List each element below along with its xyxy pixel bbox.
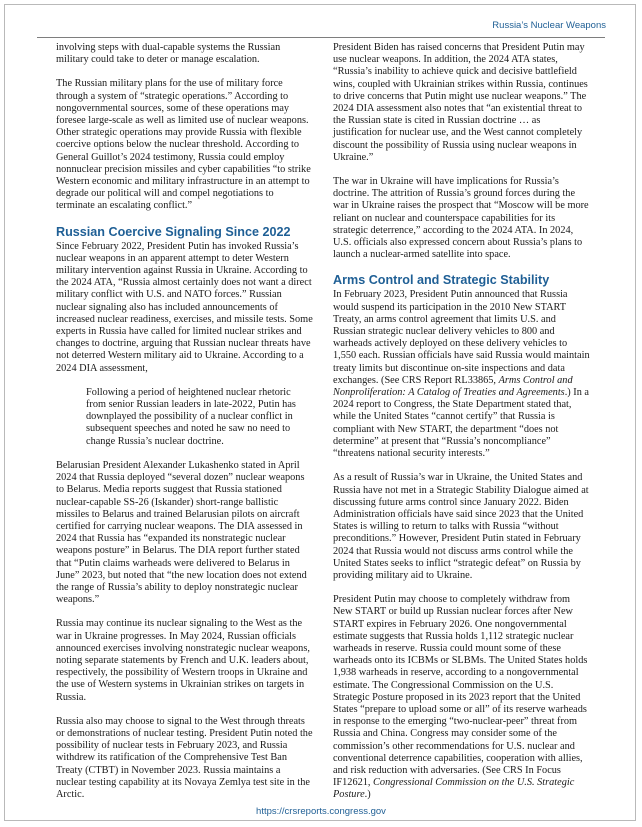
right-paragraph-5-text-b: .)	[364, 789, 371, 801]
header-divider	[37, 37, 605, 38]
crs-infocus-title-link[interactable]: Congressional Commission on the U.S. Strategic Posture	[333, 777, 575, 801]
left-paragraph-6: Russia also may choose to signal to the West through threats or demonstrations of nuclear testing. President Putin noted the possibility of nuclear tests in February 2023, and Russia withdrew its ratification of the Comprehensive Test Ban Treaty (CTBT) in November 2023. Russia maintains a nuclear testing capability at its Novaya Zemlya test site in the Arctic.	[56, 715, 313, 800]
right-paragraph-4: As a result of Russia’s war in Ukraine, the United States and Russia have not met in a Strategic Stability Dialogue aimed at discussing future arms control since January 2022. Biden Administration officials have said since 2023 that the United States is willing to return to talks with Russia “without preconditions.” However, President Putin stated in February 2024 that Russia would not discuss arms control while the United States seeks to inflict “strategic defeat” on Russia by providing military aid to Ukraine.	[333, 472, 589, 581]
running-header: Russia’s Nuclear Weapons	[492, 20, 606, 31]
right-paragraph-5-text-a: President Putin may choose to completely withdraw from New START or build up Russian nuclear forces after New START expires in February 2026. One nongovernmental estimate suggests that Russia holds 1,112 strategic nuclear warheads in reserve. Russia could mount some of these warheads onto its ICBMs or SLBMs. The United States holds 1,938 warheads in reserve, according to a nongovernmental estimate. The Congressional Commission on the U.S. Strategic Posture proposed in its 2023 report that the United States “prepare to upload some or all” of its reserve warheads in response to the emerging “two-nuclear-peer” threat from Russia and China. Congress may consider some of the commission’s other recommendations for U.S. nuclear and conventional deterrence capabilities, cooperation with allies, and risk reduction with adversaries. (See CRS In Focus IF12621,	[333, 594, 588, 789]
right-paragraph-3-text-a: In February 2023, President Putin announced that Russia would suspend its participation in the 2010 New START Treaty, an arms control agreement that limits U.S. and Russian strategic nuclear delivery vehicles to 800 and warheads actively deployed on these delivery vehicles to 1,550 each. Russian officials have said Russia would maintain treaty limits but discontinue on-site inspections and data exchanges. (See CRS Report RL33865,	[333, 289, 590, 386]
left-paragraph-3: Since February 2022, President Putin has invoked Russia’s nuclear weapons in an apparent attempt to deter Western military intervention against Russia in Ukraine. According to the 2024 ATA, “Russia almost certainly does not want a direct military conflict with U.S. and NATO forces.” Russian nuclear signaling also has included announcements of increased nuclear readiness, exercises, and missile tests. Some experts in Russia have called for limited nuclear strikes and changes to doctrine, arguing that Russian nuclear threats have not deterred Western military aid to Ukraine. According to a 2024 DIA assessment,	[56, 240, 313, 374]
crs-report-title-link[interactable]: Arms Control and Nonproliferation: A Catalog of Treaties and Agreements	[333, 374, 573, 399]
left-paragraph-4: Belarusian President Alexander Lukashenko stated in April 2024 that Russia deployed “several dozen” nuclear weapons to Belarus. Media reports suggest that Russia stationed nuclear-capable SS-26 (Iskander) short-range ballistic missiles to Belarus and trained Belarusian pilots on aircraft certified for carrying nuclear weapons. The DIA assessed in 2024 that Russia has “expanded its nonstrategic nuclear weapons posture” in Belarus. The DIA report further stated that “Putin claims warheads were delivered to Belarus in June” 2023, but noted that “the new location does not extend the range of Russia’s ability to deploy nonstrategic nuclear weapons.”	[56, 459, 307, 606]
section-heading-coercive-signaling: Russian Coercive Signaling Since 2022	[56, 224, 291, 239]
section-heading-arms-control: Arms Control and Strategic Stability	[333, 273, 550, 288]
left-paragraph-2: The Russian military plans for the use of military force through a system of “strategic operations.” According to nongovernmental sources, some of these operations may foresee large-scale as well as limited use of nuclear weapons. Other strategic operations may provide Russia with flexible coercive options below the nuclear threshold. According to General Guillot’s 2024 testimony, Russia could employ nonnuclear precision missiles and cyber capabilities “to strike Western economic and military infrastructure in an attempt to degrade our political will and compel negotiations to terminate an escalating conflict.”	[56, 78, 311, 212]
right-paragraph-3-text-b: .) In a 2024 report to Congress, the State Department stated that, while the United States “cannot certify” that Russia is compliant with New START, the department “does not determine” at present that “Russia’s noncompliance” “threatens national security interests.”	[333, 387, 589, 460]
left-paragraph-1: involving steps with dual-capable systems the Russian military could take to deter or manage escalation.	[56, 42, 281, 66]
left-paragraph-5: Russia may continue its nuclear signaling to the West as the war in Ukraine progresses. In May 2024, Russian officials announced exercises involving nonstrategic nuclear weapons, noting separate statements by French and U.K. leaders about, respectively, the possibility of Western troops in Ukraine and the use of Western systems in Ukrainian strikes on targets in Russia.	[56, 618, 310, 703]
dia-blockquote: Following a period of heightened nuclear rhetoric from senior Russian leaders in late-2022, Putin has downplayed the possibility of a nuclear conflict in subsequent speeches and noted he saw no need to change Russia’s nuclear doctrine.	[86, 386, 296, 447]
right-paragraph-1: President Biden has raised concerns that President Putin may use nuclear weapons. In addition, the 2024 ATA states, “Russia’s inability to achieve quick and decisive battlefield wins, coupled with Ukrainian strikes within Russia, continues to drive concerns that Putin might use nuclear weapons.” The 2024 DIA assessment also notes that “an existential threat to the Russian state is cited in Russian doctrine … as justification for nuclear use, and the West cannot completely discount the possibility of Russia using nuclear weapons in Ukraine.”	[333, 42, 588, 163]
right-paragraph-3	[333, 289, 590, 460]
right-column	[333, 42, 590, 814]
footer-url-link[interactable]: https://crsreports.congress.gov	[256, 806, 386, 817]
right-paragraph-2: The war in Ukraine will have implications for Russia’s doctrine. The attrition of Russia’s ground forces during the war in Ukraine raises the prospect that “Moscow will be more reliant on nuclear and counterspace capabilities for its strategic deterrence,” according to the 2024 ATA. In 2024, U.S. officials also expressed concern about Russia’s plans to launch a nuclear-armed satellite into space.	[333, 176, 589, 261]
left-column	[56, 42, 313, 813]
right-paragraph-5	[333, 594, 590, 801]
